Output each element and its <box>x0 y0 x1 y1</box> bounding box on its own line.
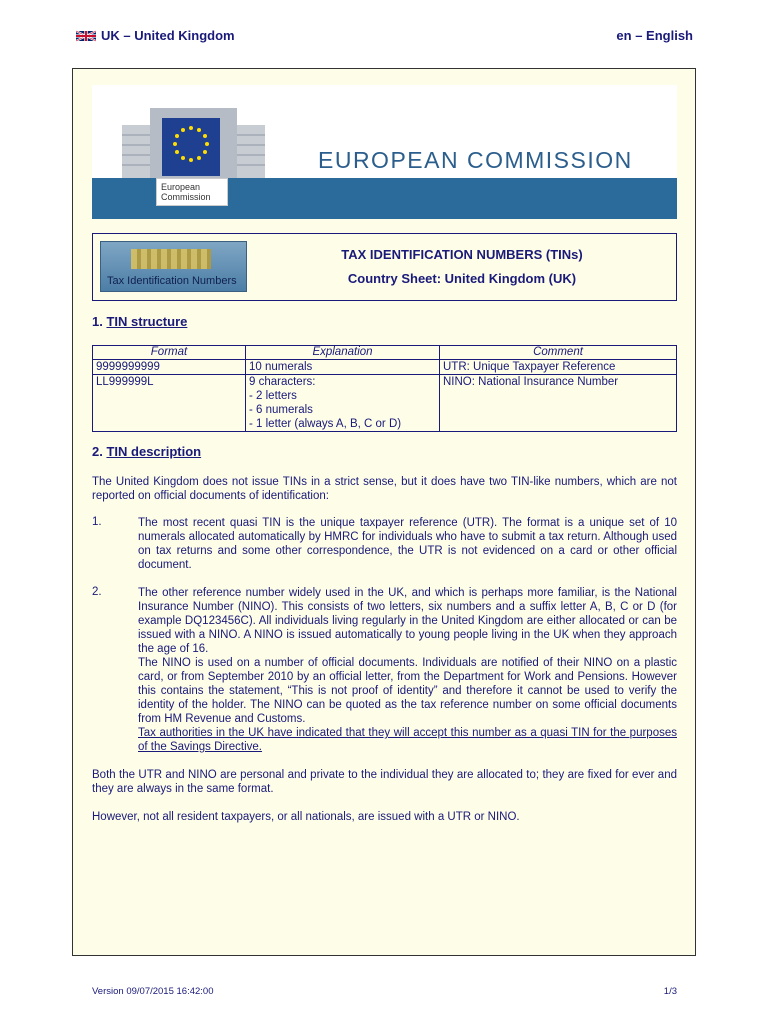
country-text: UK – United Kingdom <box>101 28 235 43</box>
ec-banner <box>92 85 677 219</box>
column-header-explanation: Explanation <box>246 346 440 360</box>
cell-format: LL999999L <box>93 375 246 432</box>
page-header <box>76 28 693 46</box>
section-1-number: 1. <box>92 314 107 329</box>
ec-logo-text <box>156 178 228 206</box>
tin-logo <box>100 241 247 292</box>
item-2-text <box>138 586 677 754</box>
explanation-line: 9 characters: <box>249 376 316 388</box>
logo-line1: European <box>161 182 201 192</box>
cell-comment: NINO: National Insurance Number <box>440 375 677 432</box>
item-2-para-a: The other reference number widely used in the UK, and which is perhaps more familiar, is the National Insurance Number (NINO). This consists of two letters, six numbers and a suffix letter A, B, C or D (for example DQ123456C). All individuals living regularly in the United Kingdom are either allocated or can be issued with a NINO. A NINO is issued automatically to young people living in the UK when they approach the age of 16. <box>138 587 677 655</box>
item-1-number: 1. <box>92 516 102 528</box>
cell-comment: UTR: Unique Taxpayer Reference <box>440 360 677 375</box>
item-2-para-c: Tax authorities in the UK have indicated that they will accept this number as a quasi TIN for the purposes of the Savings Directive. <box>138 727 677 753</box>
document-subtitle: Country Sheet: United Kingdom (UK) <box>347 271 577 286</box>
logo-line2: Commission <box>161 192 211 202</box>
banner-title: EUROPEAN COMMISSION <box>318 147 633 173</box>
cell-explanation <box>246 360 440 375</box>
explanation-line: - 6 numerals <box>249 404 313 416</box>
explanation-line: - 2 letters <box>249 390 297 402</box>
footer-version: Version 09/07/2015 16:42:00 <box>92 986 214 997</box>
cell-format: 9999999999 <box>93 360 246 375</box>
tin-logo-label: Tax Identification Numbers <box>107 275 237 287</box>
tin-structure-table <box>92 345 677 432</box>
uk-flag-icon <box>76 30 96 42</box>
table-row <box>93 375 677 432</box>
table-row <box>93 360 677 375</box>
item-1-text: The most recent quasi TIN is the unique taxpayer reference (UTR). The format is a unique set of 10 numerals allocated automatically by HMRC for individuals who have to submit a tax return. Although used on tax returns and some other correspondence, the UTR is not evidenced on a card or other official document. <box>138 517 677 571</box>
both-paragraph: Both the UTR and NINO are personal and private to the individual they are allocated to; they are fixed for ever and they are always in the same format. <box>92 769 677 795</box>
document-title: TAX IDENTIFICATION NUMBERS (TINs) <box>341 247 583 262</box>
intro-paragraph: The United Kingdom does not issue TINs in a strict sense, but it does have two TIN-like numbers, which are not reported on official documents of identification: <box>92 476 677 502</box>
section-2-title: TIN description <box>106 444 202 459</box>
section-1-heading <box>92 314 187 329</box>
title-box <box>92 233 677 301</box>
cell-explanation <box>246 375 440 432</box>
section-1-title: TIN structure <box>106 314 188 329</box>
section-2-number: 2. <box>92 444 107 459</box>
however-paragraph: However, not all resident taxpayers, or all nationals, are issued with a UTR or NINO. <box>92 811 520 823</box>
item-2-number: 2. <box>92 586 102 598</box>
language-label: en – English <box>616 28 693 43</box>
explanation-line: - 1 letter (always A, B, C or D) <box>249 418 402 430</box>
footer-page-number: 1/3 <box>663 986 677 997</box>
section-2-heading <box>92 444 201 459</box>
column-header-format: Format <box>93 346 246 360</box>
tin-logo-graphic <box>131 249 211 269</box>
column-header-comment: Comment <box>440 346 677 360</box>
item-2-para-b: The NINO is used on a number of official documents. Individuals are notified of their NINO on a plastic card, or from September 2010 by an official letter, from the Department for Work and Pensions. However this contains the statement, “This is not proof of identity” and therefore it cannot be used to verify the identity of the holder. The NINO can be quoted as the tax reference number on some official documents from HM Revenue and Customs. <box>138 657 677 725</box>
country-label <box>76 28 235 43</box>
explanation-line: 10 numerals <box>249 361 313 373</box>
table-header-row <box>93 346 677 360</box>
